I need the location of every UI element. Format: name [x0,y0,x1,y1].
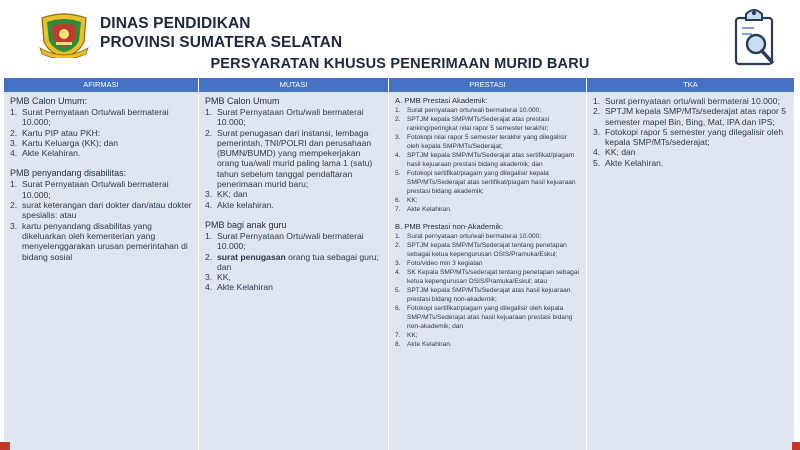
section-title: B. PMB Prestasi non-Akademik: [395,222,504,231]
list-item-text: SK Kepala SMP/MTs/sederajat tentang penetapan sebagai ketua kepengurusan OSIS/Pramuka/Eskul; atau [407,269,579,285]
list-item [10,221,192,262]
section-title: PMB bagi anak guru [205,219,287,230]
list-item-text: Foto/video min 3 kegiatan [407,260,483,267]
list-item-number: 3. [10,137,18,148]
decorative-strip [0,442,10,450]
list-item-text: Kartu PIP atau PKH: [22,127,101,138]
list-item [395,151,580,169]
list-item-number: 1. [205,230,213,241]
list-item-text: Surat Pernyataan Ortu/wali bermaterai 10.000; [217,107,364,128]
list-item-number: 1. [205,107,213,117]
page-title: PERSYARATAN KHUSUS PENERIMAAN MURID BARU [210,56,590,72]
list-item-text: KK, [217,272,231,283]
list-item-number: 1. [593,96,601,106]
list-item-number: 2. [205,127,213,138]
list-item-number: 3. [205,272,213,283]
list-item [205,282,382,292]
list-item-number: 1. [10,107,18,117]
list-item-text: Akte Kelahiran. [407,206,452,213]
column-header-mutasi: MUTASI [199,78,389,92]
list-item [395,196,580,205]
cell-prestasi [389,92,587,450]
list-item [395,241,580,259]
list-item-number: 3. [593,126,601,137]
list-item [10,138,192,148]
requirement-list [395,106,580,214]
list-item-text: Surat Pernyataan Ortu/wali bermaterai 10.000; [22,107,169,128]
list-item [205,189,382,199]
list-item-number: 5. [395,170,401,177]
section-title: PMB Calon Umum [205,96,280,106]
list-item-number: 1. [395,233,401,240]
list-item-text: Akte Kelahiran. [605,157,664,168]
section-title: PMB penyandang disabilitas: [10,168,127,179]
list-item-number: 2. [395,116,401,123]
list-item [395,232,580,241]
requirement-list [395,232,580,349]
list-item [10,128,192,138]
cell-afirmasi [4,92,199,450]
list-item [395,133,580,151]
list-item-number: 3. [205,189,213,200]
list-item [10,107,192,128]
list-item-text: Fotokopi rapor 5 semester yang dilegalisir oleh kepala SMP/MTs/sederajat; [605,126,784,148]
list-item [395,304,580,331]
list-item-text: SPTJM kepala SMP/MTs/Sederajat atas prestasi ranking/peringkat nilai rapor 5 semester terakhir; [407,116,550,132]
list-item-text: SPTJM kepala SMP/MTs/sederajat atas rapor 5 semester mapel Bin, Bing, Mat, IPA dan IPS; [605,106,787,127]
list-item-text: Akte Kelahiran. [407,341,452,348]
column-header-afirmasi: AFIRMASI [4,78,199,92]
list-item-text: SPTJM kepala SMP/MTs/Sederajat tentang penetapan sebagai ketua kepengurusan OSIS/Pramuka/Eskul; [407,242,567,258]
list-item [205,107,382,128]
list-item [593,96,788,106]
list-item-number: 6. [395,305,401,312]
list-item-text: kartu penyandang disabilitas yang dikeluarkan oleh kementerian yang menyelenggarakan urusan pemerintahan di bidang sosial [22,220,188,262]
list-item-text: orang tua sebagai guru; dan [217,251,379,272]
list-item [395,259,580,268]
list-item [593,158,788,168]
list-item-text: Akte Kelahiran. [22,148,81,159]
list-item-text: Surat pernyataan ortu/wali bermaterai 10.000; [407,233,542,240]
section-title: PMB Calon Umum: [10,96,88,106]
list-item-text: Akte Kelahiran [217,282,273,293]
list-item-number: 6. [395,197,401,204]
list-item-text: Fotokopi nilai rapor 5 semester terakhir yang dilegalisir oleh kepala SMP/MTs/Sederajat; [407,134,567,150]
list-item-number: 4. [395,269,401,276]
requirement-list [205,231,382,293]
section-title: A. PMB Prestasi Akademik: [395,96,488,105]
list-item-number: 1. [395,107,401,114]
list-item-text: Akte kelahiran. [217,199,274,210]
list-item-number: 2. [395,242,401,249]
list-item-text: surat keterangan dari dokter dan/atau dokter spesialis: atau [22,200,192,221]
list-item [395,106,580,115]
list-item-number: 2. [10,127,18,138]
requirement-list [205,107,382,210]
list-item-number: 2. [205,251,213,262]
list-item-number: 7. [395,332,401,339]
list-item [395,331,580,340]
table-header-row [4,78,794,92]
list-item [395,115,580,133]
list-item-number: 2. [10,200,18,211]
organization-name [100,14,342,52]
requirement-list [10,107,192,158]
list-item-text: SPTJM kepala SMP/MTs/Sederajat atas hasil kejuaraan prestasi bidang non-akademik; [407,287,571,303]
list-item [593,127,788,148]
list-item-number: 1. [10,179,18,190]
list-item-text: Fotokopi sertifikat/piagam yang dilegalisir kepala SMP/MTs/Sederajat atas sertifikat/piagam hasil kejuaraan prestasi bidang akademik; [407,170,576,195]
column-header-prestasi: PRESTASI [389,78,587,92]
list-item-number: 3. [10,220,18,231]
list-item [395,205,580,214]
list-item-text: Fotokopi sertifikat/piagam yang dilegalisir oleh kepala SMP/MTs/Sederajat atas hasil kejuaraan prestasi bidang non-akademik; dan [407,305,573,330]
list-item-text: Surat penugasan dari instansi, lembaga pemerintah, TNI/POLRI dan perusahaan (BUMN/BUMD) yang mempekerjakan orang tua/wali murid paling lama 1 (satu) tahun sebelum tanggal pendaftaran penerimaan murid baru; [217,127,373,190]
list-item-text: KK; dan [217,189,248,200]
list-item-number: 8. [395,341,401,348]
list-item-text: KK; dan [605,147,636,158]
list-item [205,272,382,282]
list-item [205,252,382,273]
list-item [593,106,788,127]
cell-mutasi [199,92,389,450]
list-item [10,148,192,158]
list-item-number: 7. [395,206,401,213]
provincial-emblem-icon [38,12,90,58]
list-item [205,128,382,190]
list-item [593,147,788,157]
decorative-strip [792,442,800,450]
list-item [395,268,580,286]
list-item-text: KK; [407,197,418,204]
list-item-text: Surat Pernyataan Ortu/wali bermaterai 10.000; [22,179,169,200]
list-item-number: 4. [10,148,18,159]
cell-tka [587,92,794,450]
page-header [0,0,800,80]
list-item [205,231,382,252]
list-item [10,179,192,200]
list-item-text: Surat pernyataan ortu/wali bermaterai 10.000; [605,96,780,106]
list-item-number: 3. [395,260,401,267]
table-body-row [4,92,794,450]
requirement-list [593,96,788,168]
list-item-number: 3. [395,134,401,141]
list-item [205,200,382,210]
requirement-list [10,179,192,261]
org-line-2: PROVINSI SUMATERA SELATAN [100,34,343,51]
list-item-text: KK; [407,332,418,339]
list-item-number: 2. [593,106,601,117]
list-item [10,200,192,221]
list-item [395,340,580,349]
list-item-text: SPTJM kepala SMP/MTs/Sederajat atas sertifikat/piagam hasil kejuaraan prestasi bidang akademik; dan [407,152,575,168]
requirements-table [4,78,794,450]
list-item-number: 4. [593,147,601,158]
list-item-number: 5. [395,287,401,294]
column-header-tka: TKA [683,80,698,89]
org-line-1: DINAS PENDIDIKAN [100,15,251,32]
list-item [395,169,580,196]
list-item-text: Surat pernyataan ortu/wali bermaterai 10.000; [407,107,542,114]
list-item-text: Surat Pernyataan Ortu/wali bermaterai 10.000; [217,230,364,252]
list-item-number: 5. [593,157,601,168]
list-item-number: 4. [205,282,213,293]
list-item-text: Kartu Keluarga (KK); dan [22,137,119,148]
list-item-emphasis: surat penugasan [217,251,286,262]
list-item-number: 4. [395,152,401,159]
list-item-number: 4. [205,199,213,210]
list-item [395,286,580,304]
